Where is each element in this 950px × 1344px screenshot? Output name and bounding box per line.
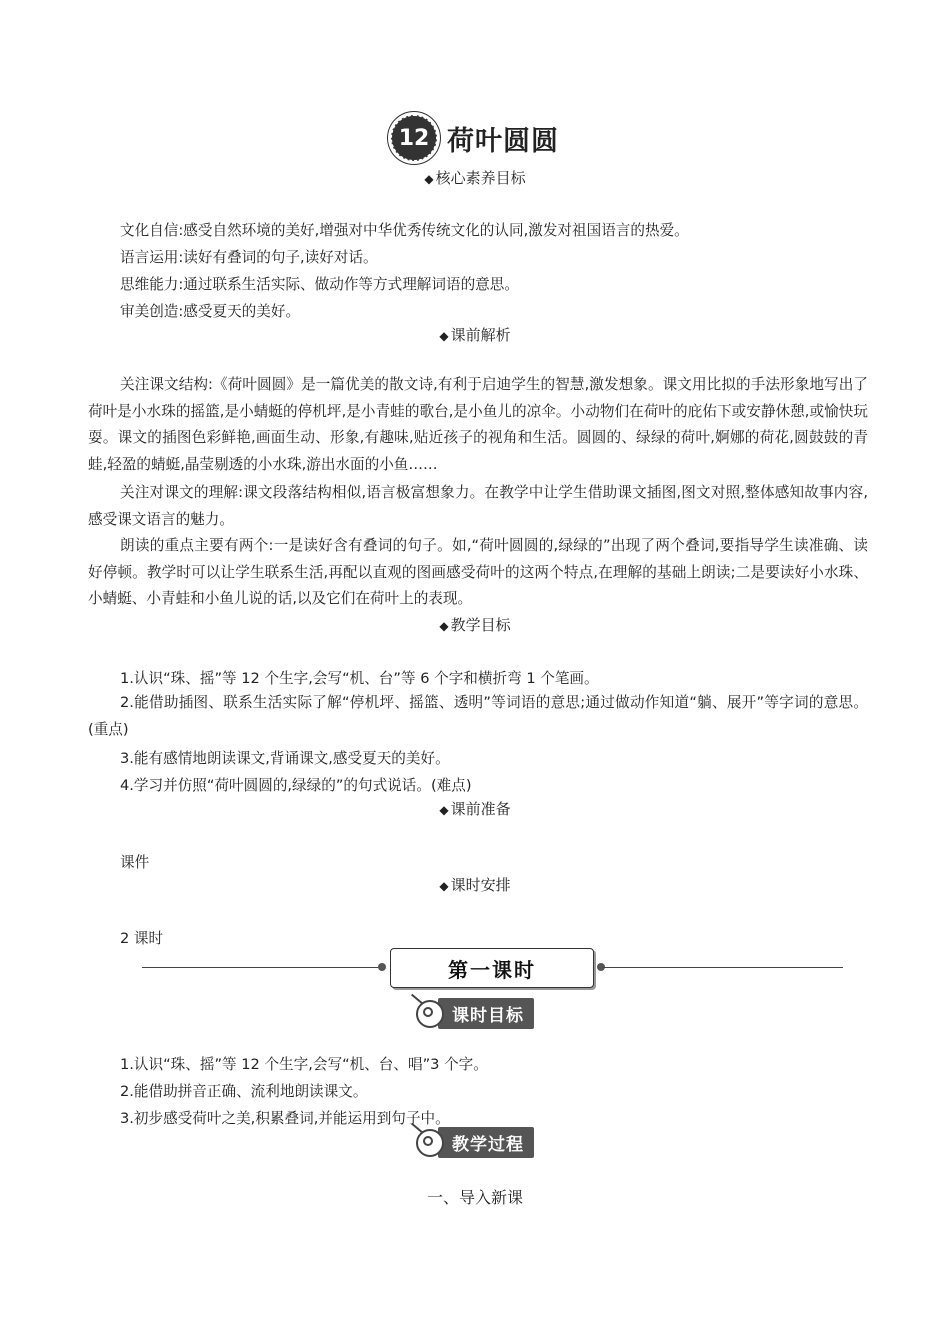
target-icon (416, 1000, 444, 1028)
goal-item-1: 1.认识“珠、摇”等 12 个生字,会写“机、台”等 6 个字和横折弯 1 个笔画。 (120, 670, 599, 687)
literacy-line-3: 思维能力:通过联系生活实际、做动作等方式理解词语的意思。 (120, 276, 519, 293)
lesson-1-banner: 第一课时 (390, 948, 594, 988)
section-heading-prep: ◆ 课前准备 (439, 800, 511, 818)
schedule-text: 2 课时 (120, 930, 164, 947)
analysis-paragraph-2: 关注对课文的理解:课文段落结构相似,语言极富想象力。在教学中让学生借助课文插图,图文对照,整体感知故事内容,感受课文语言的魅力。 (88, 484, 868, 528)
analysis-paragraph-1: 关注课文结构:《荷叶圆圆》是一篇优美的散文诗,有利于启迪学生的智慧,激发想象。课文用比拟的手法形象地写出了荷叶是小水珠的摇篮,是小蜻蜓的停机坪,是小青蛙的歌台,是小鱼儿的凉伞。小动物们在荷叶的庇佑下或安静休憩,或愉快玩耍。课文的插图色彩鲜艳,画面生动、形象,有趣味,贴近孩子的视角和生活。圆圆的、绿绿的荷叶,婀娜的荷花,圆鼓鼓的青蛙,轻盈的蜻蜓,晶莹剔透的小水珠,游出水面的小鱼…… (88, 376, 868, 473)
analysis-paragraph-3: 朗读的重点主要有两个:一是读好含有叠词的句子。如,“荷叶圆圆的,绿绿的”出现了两个叠词,要指导学生读准确、读好停顿。教学时可以让学生联系生活,再配以直观的图画感受荷叶的这两个特点,在理解的基础上朗读;二是要读好小水珠、小蜻蜓、小青蛙和小鱼儿说的话,以及它们在荷叶上的表现。 (88, 537, 868, 607)
teaching-process-label: 教学过程 (438, 1127, 534, 1158)
lesson-target-tag (0, 998, 950, 1029)
lesson-title (0, 115, 950, 161)
diamond-icon: ◆ (424, 172, 434, 186)
goal-item-3: 3.能有感情地朗读课文,背诵课文,感受夏天的美好。 (120, 750, 450, 767)
section-heading-literacy: ◆ 核心素养目标 (424, 169, 526, 187)
section-heading-goals: ◆ 教学目标 (439, 616, 511, 634)
diamond-icon: ◆ (439, 329, 449, 343)
goal-item-4: 4.学习并仿照“荷叶圆圆的,绿绿的”的句式说话。(难点) (120, 777, 472, 794)
banner-dot-left (378, 963, 386, 971)
prep-text: 课件 (120, 854, 150, 871)
lesson-target-label: 课时目标 (438, 998, 534, 1029)
banner-rule-left (142, 967, 382, 968)
banner-rule-right (603, 967, 843, 968)
step-heading-intro: 一、导入新课 (426, 1188, 523, 1207)
diamond-icon: ◆ (439, 619, 449, 633)
lesson-target-1: 1.认识“珠、摇”等 12 个生字,会写“机、台、唱”3 个字。 (120, 1056, 488, 1073)
diamond-icon: ◆ (439, 803, 449, 817)
literacy-line-2: 语言运用:读好有叠词的句子,读好对话。 (120, 249, 378, 266)
section-heading-analysis: ◆ 课前解析 (439, 326, 511, 344)
literacy-line-1: 文化自信:感受自然环境的美好,增强对中华优秀传统文化的认同,激发对祖国语言的热爱。 (120, 222, 689, 239)
section-heading-schedule: ◆ 课时安排 (439, 876, 511, 894)
goal-item-2: 2.能借助插图、联系生活实际了解“停机坪、摇篮、透明”等词语的意思;通过做动作知道“躺、展开”等字词的意思。(重点) (88, 694, 868, 738)
lesson-number-badge: 12 (391, 115, 437, 161)
teaching-process-tag (0, 1127, 950, 1158)
diamond-icon: ◆ (439, 879, 449, 893)
literacy-line-4: 审美创造:感受夏天的美好。 (120, 303, 301, 320)
target-icon (416, 1129, 444, 1157)
lesson-target-3: 3.初步感受荷叶之美,积累叠词,并能运用到句子中。 (120, 1110, 450, 1127)
lesson-target-2: 2.能借助拼音正确、流利地朗读课文。 (120, 1083, 368, 1100)
lesson-title-text: 荷叶圆圆 (447, 125, 559, 157)
